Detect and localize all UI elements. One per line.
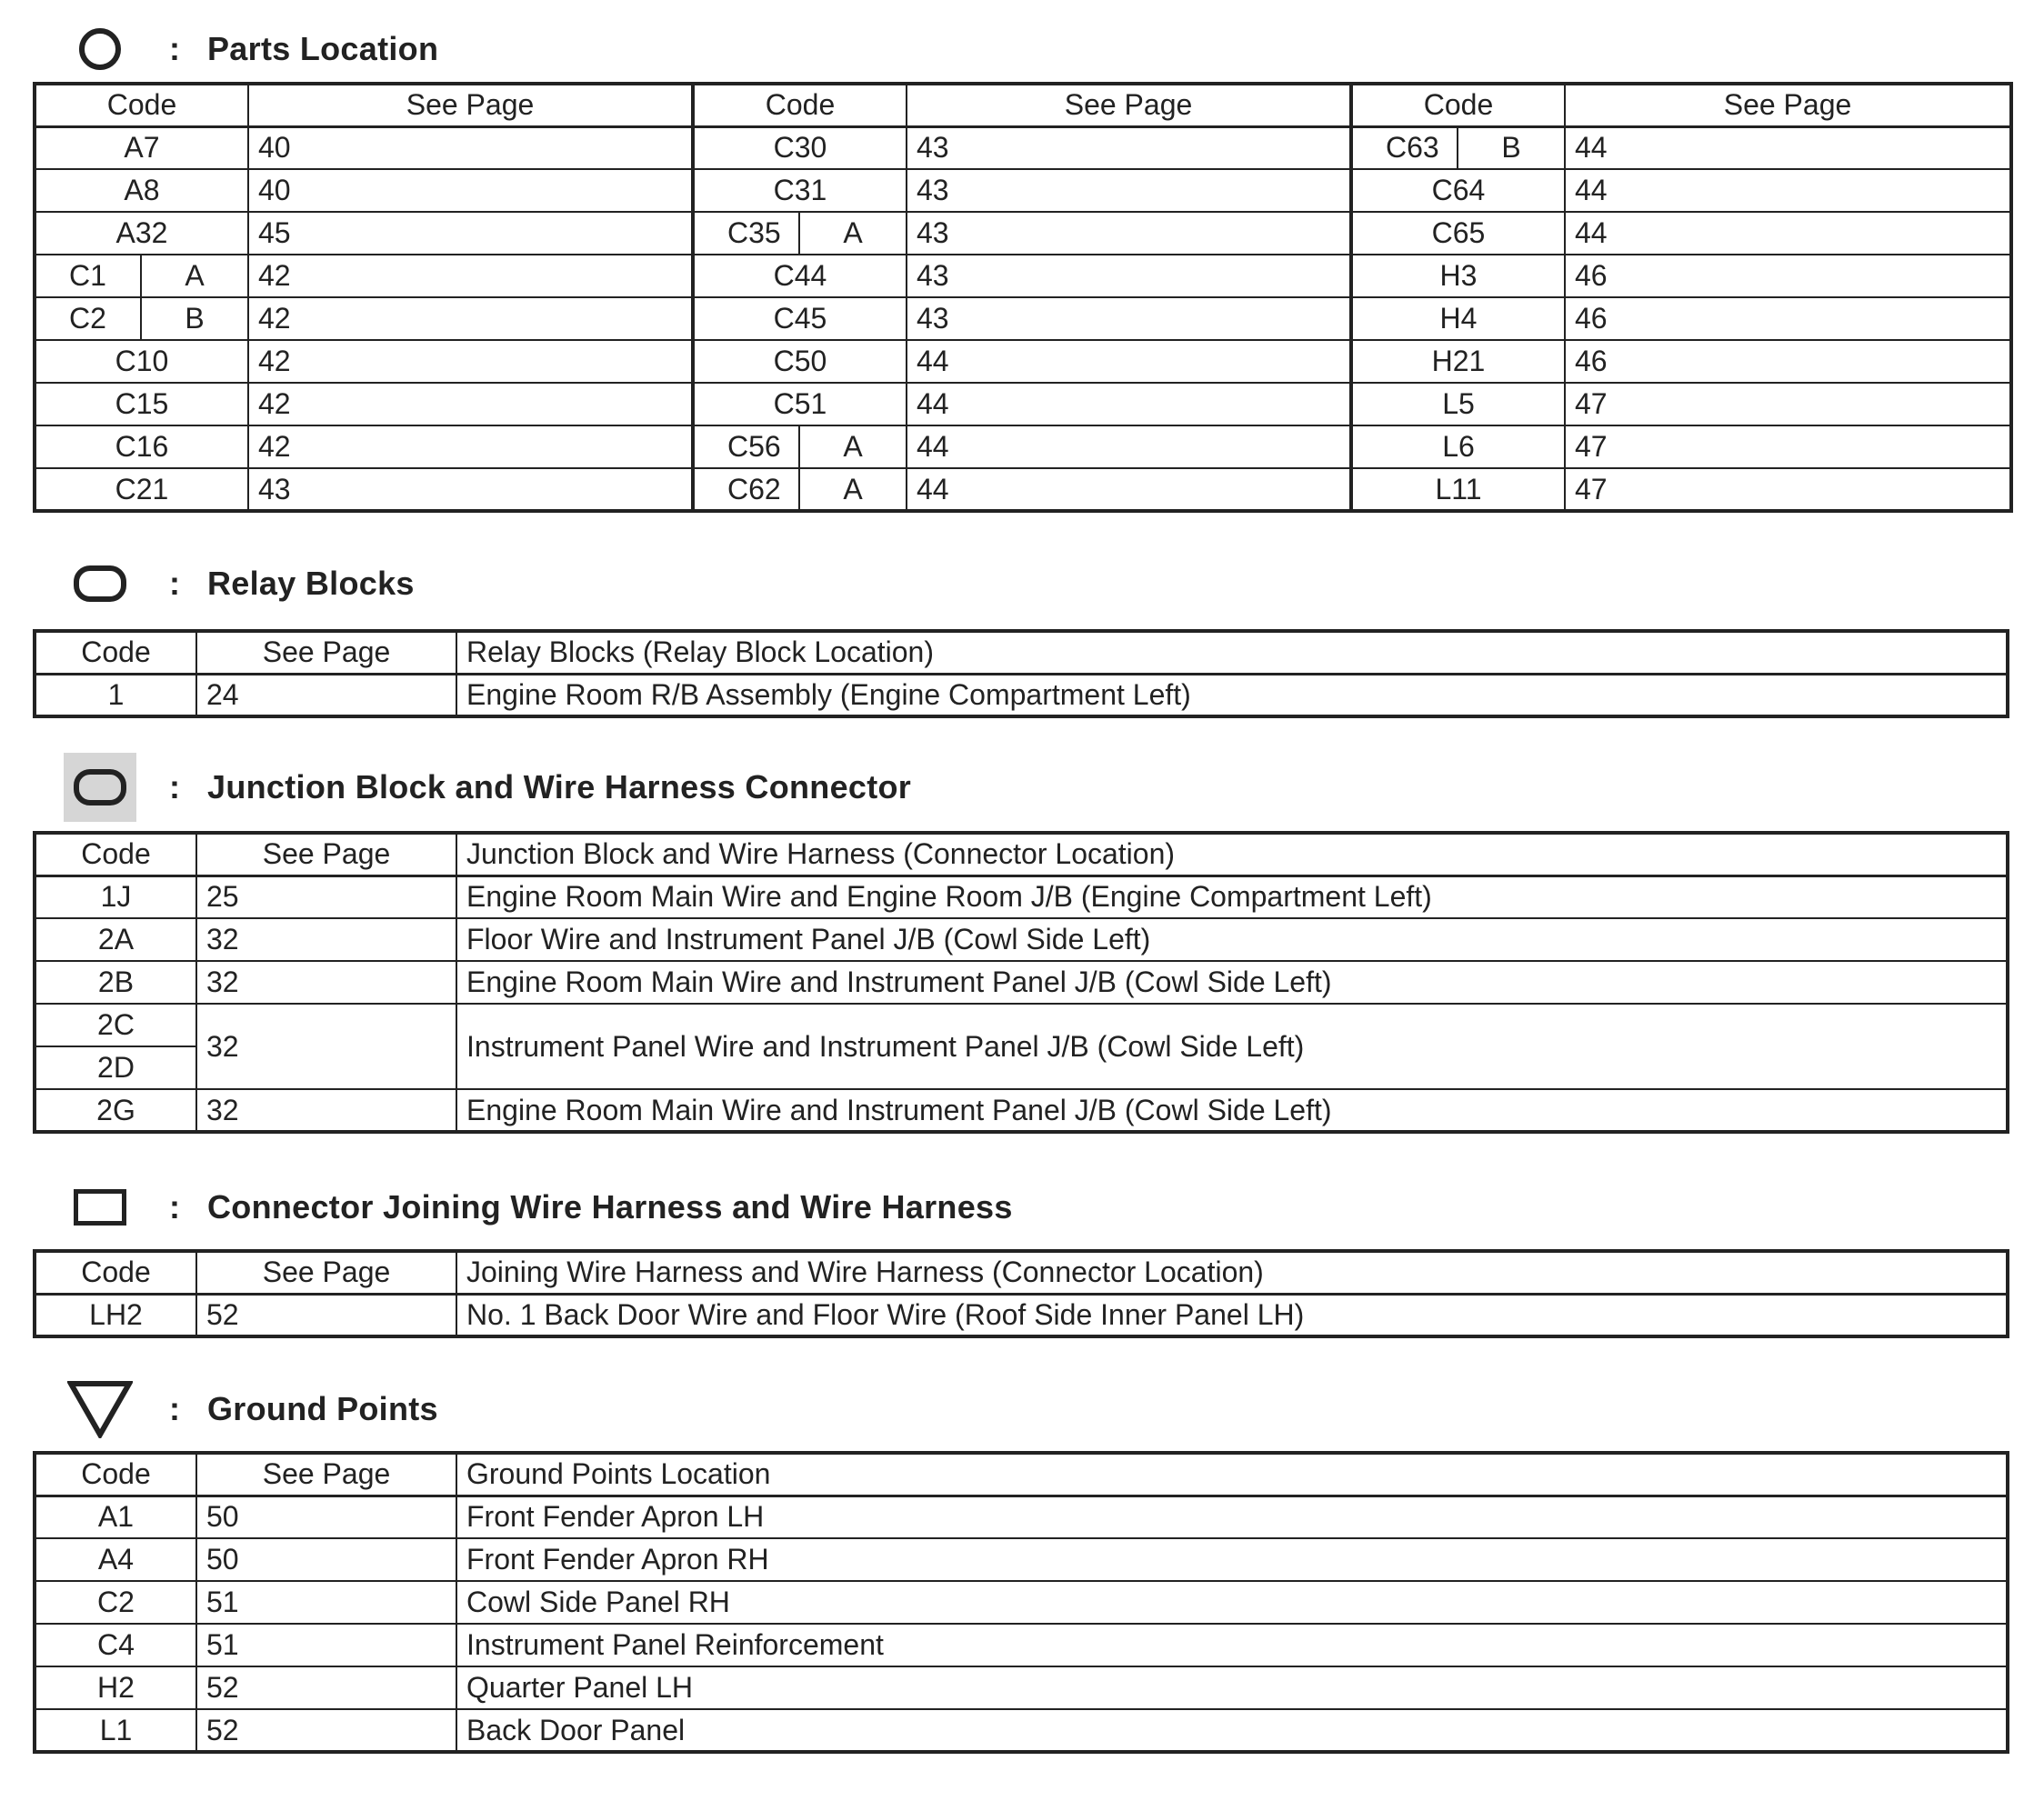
table-row <box>35 255 2011 297</box>
code-header: Code <box>35 1251 196 1294</box>
page-cell: 43 <box>907 169 1351 212</box>
table-header-row <box>35 84 2011 126</box>
code-cell: L6 <box>1351 425 1565 468</box>
location-cell: Back Door Panel <box>456 1709 2008 1752</box>
page-cell: 44 <box>907 383 1351 425</box>
see-page-header: See Page <box>196 1453 456 1496</box>
section-colon: : <box>169 565 180 602</box>
code-cell: C1 <box>35 255 141 297</box>
code-cell: L5 <box>1351 383 1565 425</box>
section-colon: : <box>169 1188 180 1226</box>
page-cell: 51 <box>196 1581 456 1624</box>
page-cell: 45 <box>248 212 693 255</box>
page-cell: 32 <box>196 918 456 961</box>
location-header: Joining Wire Harness and Wire Harness (Connector Location) <box>456 1251 2008 1294</box>
page-cell: 52 <box>196 1666 456 1709</box>
location-cell: Instrument Panel Reinforcement <box>456 1624 2008 1666</box>
page-cell: 52 <box>196 1294 456 1336</box>
code-cell: C31 <box>693 169 907 212</box>
page-cell: 42 <box>248 340 693 383</box>
page-cell: 32 <box>196 1004 456 1089</box>
table-row <box>35 1581 2008 1624</box>
page-cell: 44 <box>1565 212 2011 255</box>
see-page-header: See Page <box>196 631 456 674</box>
code-cell: C50 <box>693 340 907 383</box>
code-cell: A8 <box>35 169 248 212</box>
location-header: Junction Block and Wire Harness (Connector Location) <box>456 833 2008 875</box>
shaded-rounded-rect-icon <box>64 753 136 822</box>
page-cell: 50 <box>196 1538 456 1581</box>
section-colon: : <box>169 1390 180 1427</box>
table-row <box>35 1496 2008 1538</box>
location-cell: Front Fender Apron RH <box>456 1538 2008 1581</box>
location-cell: Instrument Panel Wire and Instrument Panel J/B (Cowl Side Left) <box>456 1004 2008 1089</box>
sub-code-cell: B <box>141 297 248 340</box>
see-page-header: See Page <box>196 1251 456 1294</box>
page-cell: 43 <box>907 297 1351 340</box>
section-title: Parts Location <box>207 30 439 67</box>
table-row <box>35 1666 2008 1709</box>
code-cell: C63 <box>1351 126 1458 169</box>
code-cell: 1J <box>35 875 196 918</box>
table-header-row <box>35 833 2008 875</box>
code-cell: L1 <box>35 1709 196 1752</box>
parts-location-table <box>33 82 2013 513</box>
location-cell: Quarter Panel LH <box>456 1666 2008 1709</box>
section-colon: : <box>169 768 180 805</box>
code-cell: H21 <box>1351 340 1565 383</box>
page-cell: 44 <box>1565 126 2011 169</box>
code-cell: C30 <box>693 126 907 169</box>
code-header: Code <box>35 1453 196 1496</box>
table-row <box>35 875 2008 918</box>
page-cell: 42 <box>248 255 693 297</box>
table-row <box>35 1294 2008 1336</box>
section-title: Junction Block and Wire Harness Connector <box>207 768 912 805</box>
page-cell: 43 <box>248 468 693 511</box>
page-cell: 42 <box>248 425 693 468</box>
code-header: Code <box>35 833 196 875</box>
page-cell: 46 <box>1565 297 2011 340</box>
page-cell: 25 <box>196 875 456 918</box>
section-title: Connector Joining Wire Harness and Wire Harness <box>207 1188 1013 1226</box>
table-row <box>35 1004 2008 1046</box>
page-cell: 24 <box>196 674 456 716</box>
see-page-header: See Page <box>196 833 456 875</box>
table-row <box>35 1624 2008 1666</box>
code-cell: 2A <box>35 918 196 961</box>
table-header-row <box>35 1453 2008 1496</box>
code-cell: H2 <box>35 1666 196 1709</box>
page-cell: 42 <box>248 383 693 425</box>
page-cell: 50 <box>196 1496 456 1538</box>
sub-code-cell: A <box>141 255 248 297</box>
code-cell: C45 <box>693 297 907 340</box>
junction-block-table <box>33 831 2009 1134</box>
code-cell: C15 <box>35 383 248 425</box>
code-cell: A4 <box>35 1538 196 1581</box>
connector-joining-header <box>64 1173 1013 1242</box>
code-cell: C64 <box>1351 169 1565 212</box>
code-cell: 2D <box>35 1046 196 1089</box>
page-cell: 52 <box>196 1709 456 1752</box>
relay-blocks-table <box>33 629 2009 718</box>
page-cell: 43 <box>907 255 1351 297</box>
page-cell: 44 <box>907 340 1351 383</box>
table-row <box>35 297 2011 340</box>
table-row <box>35 1089 2008 1132</box>
page-cell: 40 <box>248 126 693 169</box>
code-cell: 1 <box>35 674 196 716</box>
table-row <box>35 468 2011 511</box>
location-cell: Engine Room R/B Assembly (Engine Compartment Left) <box>456 674 2008 716</box>
see-page-header: See Page <box>1565 84 2011 126</box>
sub-code-cell: A <box>799 425 907 468</box>
code-cell: C65 <box>1351 212 1565 255</box>
table-row <box>35 169 2011 212</box>
page-cell: 51 <box>196 1624 456 1666</box>
location-cell: Floor Wire and Instrument Panel J/B (Cowl Side Left) <box>456 918 2008 961</box>
code-cell: A1 <box>35 1496 196 1538</box>
page-cell: 46 <box>1565 340 2011 383</box>
table-row <box>35 1709 2008 1752</box>
code-cell: C56 <box>693 425 799 468</box>
table-header-row <box>35 1251 2008 1294</box>
location-cell: Engine Room Main Wire and Instrument Panel J/B (Cowl Side Left) <box>456 1089 2008 1132</box>
sub-code-cell: A <box>799 212 907 255</box>
code-cell: C62 <box>693 468 799 511</box>
page-cell: 44 <box>907 425 1351 468</box>
code-cell: L11 <box>1351 468 1565 511</box>
code-cell: C2 <box>35 1581 196 1624</box>
section-title: Relay Blocks <box>207 565 415 602</box>
rounded-rect-icon <box>64 549 136 618</box>
table-row <box>35 126 2011 169</box>
table-row <box>35 1538 2008 1581</box>
page-cell: 44 <box>1565 169 2011 212</box>
connector-joining-table <box>33 1249 2009 1338</box>
page-cell: 47 <box>1565 468 2011 511</box>
code-cell: C16 <box>35 425 248 468</box>
page-cell: 32 <box>196 1089 456 1132</box>
code-header: Code <box>35 84 248 126</box>
code-cell: C35 <box>693 212 799 255</box>
table-row <box>35 425 2011 468</box>
relay-blocks-header <box>64 549 415 618</box>
page-cell: 42 <box>248 297 693 340</box>
table-row <box>35 918 2008 961</box>
code-cell: A7 <box>35 126 248 169</box>
table-header-row <box>35 631 2008 674</box>
page-cell: 47 <box>1565 425 2011 468</box>
section-title: Ground Points <box>207 1390 438 1427</box>
circle-icon <box>64 15 136 84</box>
ground-points-table <box>33 1451 2009 1754</box>
location-header: Relay Blocks (Relay Block Location) <box>456 631 2008 674</box>
code-cell: 2C <box>35 1004 196 1046</box>
code-cell: LH2 <box>35 1294 196 1336</box>
table-row <box>35 212 2011 255</box>
ground-points-header <box>64 1375 438 1444</box>
junction-block-header <box>64 753 911 822</box>
code-cell: C4 <box>35 1624 196 1666</box>
code-cell: C10 <box>35 340 248 383</box>
location-cell: Cowl Side Panel RH <box>456 1581 2008 1624</box>
code-header: Code <box>1351 84 1565 126</box>
location-cell: Engine Room Main Wire and Instrument Panel J/B (Cowl Side Left) <box>456 961 2008 1004</box>
table-row <box>35 674 2008 716</box>
location-cell: Engine Room Main Wire and Engine Room J/B (Engine Compartment Left) <box>456 875 2008 918</box>
page-cell: 43 <box>907 212 1351 255</box>
location-header: Ground Points Location <box>456 1453 2008 1496</box>
page-cell: 32 <box>196 961 456 1004</box>
table-row <box>35 383 2011 425</box>
page-cell: 44 <box>907 468 1351 511</box>
code-cell: H3 <box>1351 255 1565 297</box>
code-cell: C51 <box>693 383 907 425</box>
rectangle-icon <box>64 1173 136 1242</box>
see-page-header: See Page <box>907 84 1351 126</box>
code-cell: C44 <box>693 255 907 297</box>
table-row <box>35 961 2008 1004</box>
page-cell: 40 <box>248 169 693 212</box>
table-row <box>35 340 2011 383</box>
code-cell: 2G <box>35 1089 196 1132</box>
section-colon: : <box>169 30 180 67</box>
code-cell: A32 <box>35 212 248 255</box>
code-header: Code <box>693 84 907 126</box>
location-cell: Front Fender Apron LH <box>456 1496 2008 1538</box>
page-cell: 43 <box>907 126 1351 169</box>
sub-code-cell: A <box>799 468 907 511</box>
see-page-header: See Page <box>248 84 693 126</box>
code-header: Code <box>35 631 196 674</box>
page-cell: 47 <box>1565 383 2011 425</box>
code-cell: C2 <box>35 297 141 340</box>
parts-location-header <box>64 15 438 84</box>
location-cell: No. 1 Back Door Wire and Floor Wire (Roof Side Inner Panel LH) <box>456 1294 2008 1336</box>
down-triangle-icon <box>64 1375 136 1444</box>
sub-code-cell: B <box>1458 126 1565 169</box>
code-cell: H4 <box>1351 297 1565 340</box>
code-cell: 2B <box>35 961 196 1004</box>
code-cell: C21 <box>35 468 248 511</box>
page-cell: 46 <box>1565 255 2011 297</box>
